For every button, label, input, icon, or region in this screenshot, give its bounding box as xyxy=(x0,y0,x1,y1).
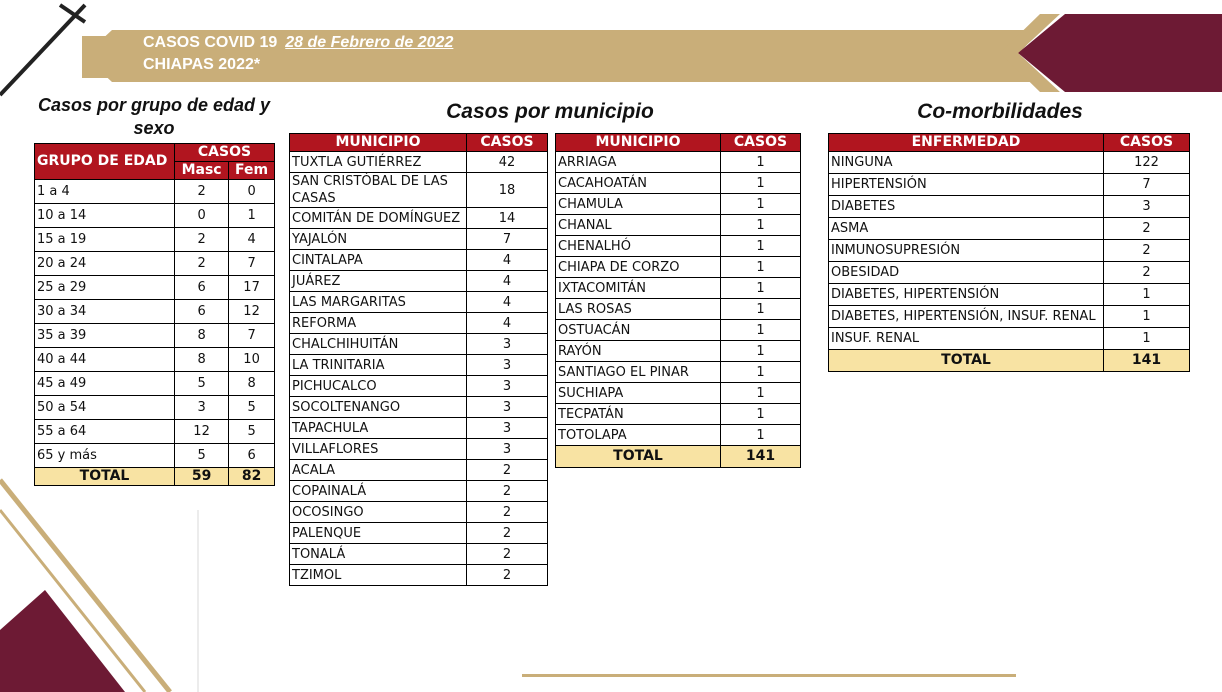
masc-cell: 2 xyxy=(175,228,229,252)
age-group-cell: 30 a 34 xyxy=(35,300,175,324)
municipio-name-cell: COMITÁN DE DOMÍNGUEZ xyxy=(290,208,467,229)
municipio-cases-cell: 2 xyxy=(467,481,548,502)
masc-cell: 5 xyxy=(175,372,229,396)
municipio-cases-cell: 1 xyxy=(721,278,801,299)
municipio-section-title: Casos por municipio xyxy=(446,100,654,123)
table-row xyxy=(290,523,548,544)
col-age-group: GRUPO DE EDAD xyxy=(35,144,175,180)
table-row xyxy=(556,236,801,257)
masc-cell: 2 xyxy=(175,252,229,276)
col-masc: Masc xyxy=(175,162,229,180)
table-row xyxy=(290,565,548,586)
table-row xyxy=(290,376,548,397)
table-row xyxy=(35,228,275,252)
fem-cell: 5 xyxy=(229,420,275,444)
disease-cell: INMUNOSUPRESIÓN xyxy=(829,240,1104,262)
total-cases: 141 xyxy=(1104,350,1190,372)
municipio-name-cell: TAPACHULA xyxy=(290,418,467,439)
municipio-cases-cell: 2 xyxy=(467,502,548,523)
municipio-cases-cell: 2 xyxy=(467,523,548,544)
table-row xyxy=(290,439,548,460)
municipio-cases-cell: 1 xyxy=(721,152,801,173)
total-row xyxy=(556,446,801,468)
total-label: TOTAL xyxy=(35,468,175,486)
fem-cell: 5 xyxy=(229,396,275,420)
municipio-cases-cell: 2 xyxy=(467,565,548,586)
table-row xyxy=(290,271,548,292)
col-enfermedad: ENFERMEDAD xyxy=(829,134,1104,152)
municipio-name-cell: TECPATÁN xyxy=(556,404,721,425)
table-row xyxy=(35,276,275,300)
municipio-cases-cell: 7 xyxy=(467,229,548,250)
municipio-name-cell: RAYÓN xyxy=(556,341,721,362)
masc-cell: 8 xyxy=(175,324,229,348)
disease-cases-cell: 2 xyxy=(1104,240,1190,262)
age-table xyxy=(34,143,275,486)
comorb-section-title: Co-morbilidades xyxy=(917,100,1083,123)
masc-cell: 2 xyxy=(175,180,229,204)
municipio-name-cell: LAS MARGARITAS xyxy=(290,292,467,313)
table-row xyxy=(829,306,1190,328)
municipio-table-left xyxy=(289,133,548,586)
municipio-name-cell: TUXTLA GUTIÉRREZ xyxy=(290,152,467,173)
municipio-name-cell: JUÁREZ xyxy=(290,271,467,292)
fem-cell: 8 xyxy=(229,372,275,396)
disease-cases-cell: 1 xyxy=(1104,306,1190,328)
fem-cell: 12 xyxy=(229,300,275,324)
footer-line xyxy=(522,674,1016,677)
fem-cell: 4 xyxy=(229,228,275,252)
comorbidity-table xyxy=(828,133,1190,372)
table-row xyxy=(556,173,801,194)
municipio-name-cell: COPAINALÁ xyxy=(290,481,467,502)
table-row xyxy=(556,278,801,299)
disease-cases-cell: 1 xyxy=(1104,328,1190,350)
municipio-name-cell: IXTACOMITÁN xyxy=(556,278,721,299)
table-row xyxy=(829,240,1190,262)
fem-cell: 0 xyxy=(229,180,275,204)
table-row xyxy=(35,204,275,228)
municipio-cases-cell: 14 xyxy=(467,208,548,229)
col-casos: CASOS xyxy=(467,134,548,152)
disease-cases-cell: 7 xyxy=(1104,174,1190,196)
municipio-cases-cell: 3 xyxy=(467,334,548,355)
disease-cell: DIABETES xyxy=(829,196,1104,218)
col-municipio: MUNICIPIO xyxy=(556,134,721,152)
municipio-name-cell: OCOSINGO xyxy=(290,502,467,523)
municipio-cases-cell: 2 xyxy=(467,460,548,481)
table-row xyxy=(35,180,275,204)
municipio-cases-cell: 1 xyxy=(721,173,801,194)
disease-cell: DIABETES, HIPERTENSIÓN xyxy=(829,284,1104,306)
municipio-cases-cell: 4 xyxy=(467,271,548,292)
municipio-cases-cell: 1 xyxy=(721,425,801,446)
disease-cases-cell: 3 xyxy=(1104,196,1190,218)
header-subtitle: CHIAPAS 2022* xyxy=(143,56,261,73)
municipio-cases-cell: 3 xyxy=(467,355,548,376)
table-row xyxy=(290,418,548,439)
age-group-cell: 10 a 14 xyxy=(35,204,175,228)
table-row xyxy=(556,257,801,278)
municipio-name-cell: SUCHIAPA xyxy=(556,383,721,404)
table-row xyxy=(290,250,548,271)
header-date: 28 de Febrero de 2022 xyxy=(285,34,454,51)
municipio-table-right xyxy=(555,133,801,468)
municipio-cases-cell: 1 xyxy=(721,404,801,425)
table-row xyxy=(35,444,275,468)
municipio-name-cell: CHIAPA DE CORZO xyxy=(556,257,721,278)
table-row xyxy=(290,502,548,523)
table-row xyxy=(290,334,548,355)
table-row xyxy=(556,383,801,404)
disease-cell: INSUF. RENAL xyxy=(829,328,1104,350)
masc-cell: 0 xyxy=(175,204,229,228)
table-row xyxy=(290,313,548,334)
col-casos: CASOS xyxy=(1104,134,1190,152)
disease-cases-cell: 1 xyxy=(1104,284,1190,306)
table-row xyxy=(35,348,275,372)
table-row xyxy=(556,320,801,341)
municipio-cases-cell: 3 xyxy=(467,397,548,418)
municipio-cases-cell: 4 xyxy=(467,292,548,313)
disease-cell: ASMA xyxy=(829,218,1104,240)
age-group-cell: 25 a 29 xyxy=(35,276,175,300)
municipio-cases-cell: 1 xyxy=(721,215,801,236)
age-group-cell: 50 a 54 xyxy=(35,396,175,420)
municipio-cases-cell: 1 xyxy=(721,341,801,362)
table-row xyxy=(35,420,275,444)
fem-cell: 6 xyxy=(229,444,275,468)
col-fem: Fem xyxy=(229,162,275,180)
municipio-cases-cell: 2 xyxy=(467,544,548,565)
table-row xyxy=(290,229,548,250)
municipio-name-cell: CHENALHÓ xyxy=(556,236,721,257)
table-row xyxy=(829,284,1190,306)
municipio-cases-cell: 1 xyxy=(721,257,801,278)
municipio-name-cell: SANTIAGO EL PINAR xyxy=(556,362,721,383)
table-row xyxy=(290,173,548,208)
col-municipio: MUNICIPIO xyxy=(290,134,467,152)
total-cases: 141 xyxy=(721,446,801,468)
municipio-name-cell: PICHUCALCO xyxy=(290,376,467,397)
disease-cases-cell: 2 xyxy=(1104,218,1190,240)
header-title xyxy=(143,34,453,52)
age-group-cell: 65 y más xyxy=(35,444,175,468)
municipio-cases-cell: 42 xyxy=(467,152,548,173)
municipio-cases-cell: 1 xyxy=(721,362,801,383)
municipio-cases-cell: 18 xyxy=(467,173,548,208)
col-casos: CASOS xyxy=(721,134,801,152)
municipio-name-cell: REFORMA xyxy=(290,313,467,334)
table-row xyxy=(290,481,548,502)
table-row xyxy=(829,328,1190,350)
col-casos: CASOS xyxy=(175,144,275,162)
table-row xyxy=(290,544,548,565)
table-row xyxy=(290,355,548,376)
age-group-cell: 20 a 24 xyxy=(35,252,175,276)
municipio-name-cell: CINTALAPA xyxy=(290,250,467,271)
total-label: TOTAL xyxy=(829,350,1104,372)
table-row xyxy=(829,174,1190,196)
total-label: TOTAL xyxy=(556,446,721,468)
table-row xyxy=(290,208,548,229)
municipio-name-cell: PALENQUE xyxy=(290,523,467,544)
municipio-cases-cell: 1 xyxy=(721,194,801,215)
municipio-name-cell: CHALCHIHUITÁN xyxy=(290,334,467,355)
total-masc: 59 xyxy=(175,468,229,486)
fem-cell: 17 xyxy=(229,276,275,300)
municipio-name-cell: ACALA xyxy=(290,460,467,481)
table-row xyxy=(35,372,275,396)
municipio-name-cell: SAN CRISTÓBAL DE LAS CASAS xyxy=(290,173,467,208)
municipio-name-cell: OSTUACÁN xyxy=(556,320,721,341)
table-row xyxy=(290,292,548,313)
masc-cell: 8 xyxy=(175,348,229,372)
municipio-cases-cell: 1 xyxy=(721,383,801,404)
table-row xyxy=(35,324,275,348)
age-group-cell: 55 a 64 xyxy=(35,420,175,444)
municipio-name-cell: SOCOLTENANGO xyxy=(290,397,467,418)
total-fem: 82 xyxy=(229,468,275,486)
municipio-name-cell: YAJALÓN xyxy=(290,229,467,250)
disease-cases-cell: 122 xyxy=(1104,152,1190,174)
disease-cell: DIABETES, HIPERTENSIÓN, INSUF. RENAL xyxy=(829,306,1104,328)
table-row xyxy=(556,152,801,173)
municipio-name-cell: LAS ROSAS xyxy=(556,299,721,320)
masc-cell: 5 xyxy=(175,444,229,468)
disease-cases-cell: 2 xyxy=(1104,262,1190,284)
table-row xyxy=(35,396,275,420)
age-group-cell: 1 a 4 xyxy=(35,180,175,204)
table-row xyxy=(556,194,801,215)
total-row xyxy=(829,350,1190,372)
table-row xyxy=(556,215,801,236)
municipio-name-cell: CHANAL xyxy=(556,215,721,236)
fem-cell: 7 xyxy=(229,324,275,348)
table-row xyxy=(556,341,801,362)
table-row xyxy=(556,299,801,320)
municipio-name-cell: TOTOLAPA xyxy=(556,425,721,446)
municipio-name-cell: TONALÁ xyxy=(290,544,467,565)
municipio-name-cell: ARRIAGA xyxy=(556,152,721,173)
table-row xyxy=(35,252,275,276)
municipio-cases-cell: 1 xyxy=(721,299,801,320)
table-row xyxy=(556,425,801,446)
municipio-cases-cell: 3 xyxy=(467,439,548,460)
disease-cell: HIPERTENSIÓN xyxy=(829,174,1104,196)
municipio-cases-cell: 4 xyxy=(467,250,548,271)
table-row xyxy=(829,152,1190,174)
municipio-cases-cell: 1 xyxy=(721,236,801,257)
municipio-cases-cell: 3 xyxy=(467,418,548,439)
total-row xyxy=(35,468,275,486)
decorative-stripes xyxy=(0,470,200,692)
table-row xyxy=(290,152,548,173)
masc-cell: 6 xyxy=(175,300,229,324)
table-row xyxy=(829,262,1190,284)
table-row xyxy=(35,300,275,324)
table-row xyxy=(290,460,548,481)
age-group-cell: 45 a 49 xyxy=(35,372,175,396)
municipio-name-cell: LA TRINITARIA xyxy=(290,355,467,376)
disease-cell: OBESIDAD xyxy=(829,262,1104,284)
municipio-name-cell: CHAMULA xyxy=(556,194,721,215)
municipio-cases-cell: 4 xyxy=(467,313,548,334)
municipio-cases-cell: 1 xyxy=(721,320,801,341)
municipio-name-cell: VILLAFLORES xyxy=(290,439,467,460)
masc-cell: 3 xyxy=(175,396,229,420)
fem-cell: 1 xyxy=(229,204,275,228)
table-row xyxy=(556,404,801,425)
municipio-name-cell: CACAHOATÁN xyxy=(556,173,721,194)
table-row xyxy=(290,397,548,418)
table-row xyxy=(829,196,1190,218)
disease-cell: NINGUNA xyxy=(829,152,1104,174)
table-row xyxy=(556,362,801,383)
municipio-name-cell: TZIMOL xyxy=(290,565,467,586)
masc-cell: 6 xyxy=(175,276,229,300)
header-line1: CASOS COVID 19 xyxy=(143,34,278,51)
age-group-cell: 40 a 44 xyxy=(35,348,175,372)
table-row xyxy=(829,218,1190,240)
age-group-cell: 15 a 19 xyxy=(35,228,175,252)
age-section-title: Casos por grupo de edad y sexo xyxy=(37,95,271,138)
masc-cell: 12 xyxy=(175,420,229,444)
fem-cell: 10 xyxy=(229,348,275,372)
municipio-cases-cell: 3 xyxy=(467,376,548,397)
fem-cell: 7 xyxy=(229,252,275,276)
age-group-cell: 35 a 39 xyxy=(35,324,175,348)
